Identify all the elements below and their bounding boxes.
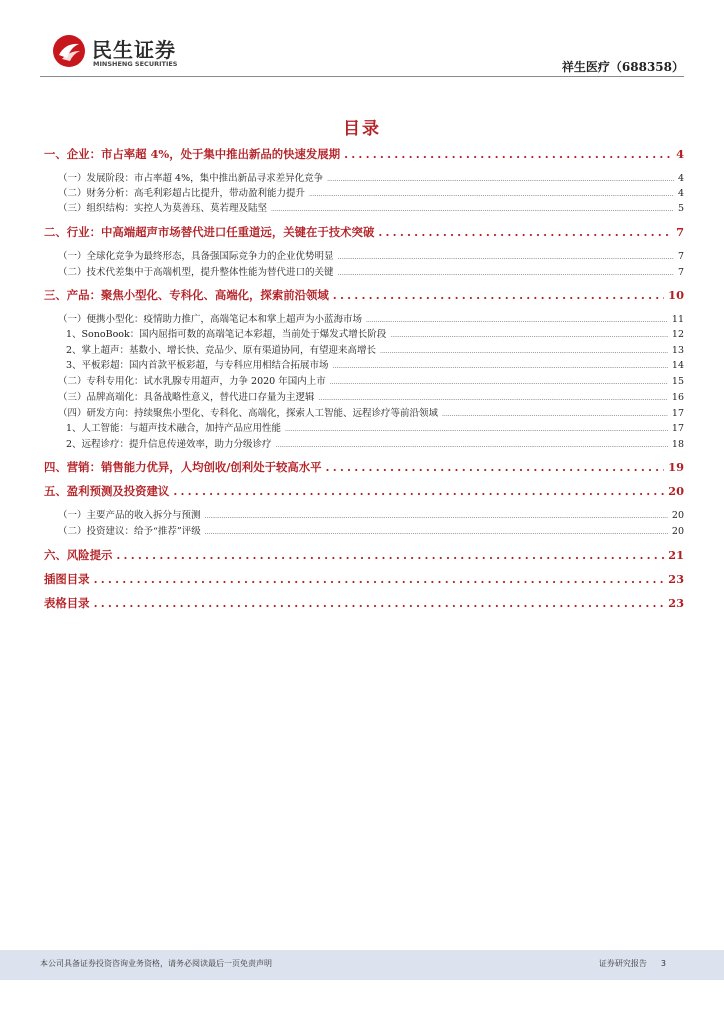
toc-dot-leader xyxy=(94,596,665,610)
toc-entry-level2[interactable] xyxy=(58,523,684,537)
toc-page-number: 20 xyxy=(668,484,684,498)
toc-entry-level2[interactable] xyxy=(58,373,684,387)
minsheng-logo-icon xyxy=(52,34,86,68)
page-number: 3 xyxy=(660,959,666,968)
toc-page-number: 16 xyxy=(671,392,684,403)
toc-title: 目录 xyxy=(343,119,381,139)
toc-entry-text: （三）组织结构：实控人为莫善珏、莫若理及陆坚 xyxy=(58,203,268,214)
toc-page-number: 10 xyxy=(668,288,684,302)
toc-entry-level2[interactable] xyxy=(66,342,684,356)
toc-page-number: 13 xyxy=(671,345,684,356)
toc-entry-text: 三、产品：聚焦小型化、专科化、高端化，探索前沿领域 xyxy=(44,288,329,302)
toc-dot-leader xyxy=(271,206,674,213)
toc-entry-text: （一）发展阶段：市占率超 4%，集中推出新品寻求差异化竞争 xyxy=(58,173,324,184)
toc-entry-text: 六、风险提示 xyxy=(44,548,113,562)
toc-entry-text: （一）主要产品的收入拆分与预测 xyxy=(58,510,201,521)
toc-page-number: 7 xyxy=(677,251,684,262)
toc-dot-leader xyxy=(173,484,664,498)
toc-entry-level1[interactable] xyxy=(44,287,684,303)
toc-dot-leader xyxy=(276,442,668,449)
toc-dot-leader xyxy=(390,332,668,339)
toc-dot-leader xyxy=(344,147,672,161)
toc-entry-level1[interactable] xyxy=(44,595,684,611)
toc-entry-text: 2、远程诊疗：提升信息传递效率，助力分级诊疗 xyxy=(66,439,272,450)
toc-entry-text: （二）专科专用化：试水乳腺专用超声，力争 2020 年国内上市 xyxy=(58,376,326,387)
toc-entry-text: （二）投资建议：给予“推荐”评级 xyxy=(58,526,201,537)
toc-entry-text: 一、企业：市占率超 4%，处于集中推出新品的快速发展期 xyxy=(44,147,341,161)
report-type: 证券研究报告 xyxy=(598,959,647,968)
toc-dot-leader xyxy=(205,529,668,536)
toc-page-number: 4 xyxy=(676,147,684,161)
toc-page-number: 12 xyxy=(671,329,684,340)
toc-page-number: 7 xyxy=(676,225,684,239)
logo-text-en: MINSHENG SECURITIES xyxy=(93,60,178,68)
toc-entry-level2[interactable] xyxy=(58,170,684,184)
toc-entry-text: 3、平板彩超：国内首款平板彩超，与专科应用相结合拓展市场 xyxy=(66,360,329,371)
toc-dot-leader xyxy=(333,288,664,302)
toc-entry-level1[interactable] xyxy=(44,571,684,587)
page-header xyxy=(40,28,684,74)
toc-entry-text: （二）财务分析：高毛利彩超占比提升，带动盈利能力提升 xyxy=(58,188,306,199)
toc-page-number: 14 xyxy=(671,360,684,371)
toc-page-number: 17 xyxy=(671,423,684,434)
toc-entry-level2[interactable] xyxy=(58,311,684,325)
toc-entry-level2[interactable] xyxy=(58,389,684,403)
logo-text-cn: 民生证券 xyxy=(92,38,176,62)
toc-entry-text: 插图目录 xyxy=(44,572,90,586)
toc-entry-text: （三）品牌高端化：具备战略性意义，替代进口存量为主逻辑 xyxy=(58,392,315,403)
toc-page-number: 7 xyxy=(677,267,684,278)
stock-name: 祥生医疗（688358） xyxy=(561,60,684,74)
toc-entry-level2[interactable] xyxy=(66,436,684,450)
toc-dot-leader xyxy=(330,379,668,386)
footer-disclaimer: 本公司具备证券投资咨询业务资格，请务必阅读最后一页免责声明 xyxy=(40,959,272,968)
toc-dot-leader xyxy=(333,363,668,370)
toc-entry-level2[interactable] xyxy=(66,357,684,371)
toc-page-number: 5 xyxy=(677,203,684,214)
toc-entry-level2[interactable] xyxy=(66,326,684,340)
toc-dot-leader xyxy=(116,548,664,562)
toc-dot-leader xyxy=(378,225,672,239)
toc-dot-leader xyxy=(327,176,674,183)
toc-entry-level2[interactable] xyxy=(58,200,684,214)
toc-entry-text: 1、SonoBook：国内屈指可数的高端笔记本彩超，当前处于爆发式增长阶段 xyxy=(66,329,387,340)
toc-page-number: 4 xyxy=(677,173,684,184)
toc-dot-leader xyxy=(366,317,668,324)
toc-entry-level2[interactable] xyxy=(58,507,684,521)
toc-dot-leader xyxy=(309,191,674,198)
toc-dot-leader xyxy=(442,411,668,418)
toc-entry-text: （一）便携小型化：疫情助力推广，高端笔记本和掌上超声为小蓝海市场 xyxy=(58,314,363,325)
toc-page-number: 19 xyxy=(668,460,684,474)
toc-dot-leader xyxy=(285,426,668,433)
toc-entry-level1[interactable] xyxy=(44,483,684,499)
toc-entry-text: 1、人工智能：与超声技术融合，加持产品应用性能 xyxy=(66,423,282,434)
toc-page-number: 15 xyxy=(671,376,684,387)
toc-dot-leader xyxy=(319,395,668,402)
toc-entry-level1[interactable] xyxy=(44,146,684,162)
toc-entry-level2[interactable] xyxy=(66,420,684,434)
toc-page-number: 11 xyxy=(671,314,684,325)
toc-dot-leader xyxy=(380,348,668,355)
toc-page-number: 21 xyxy=(668,548,684,562)
toc-page-number: 4 xyxy=(677,188,684,199)
toc-entry-text: 表格目录 xyxy=(44,596,90,610)
minsheng-logo xyxy=(52,32,252,72)
toc-page-number: 23 xyxy=(668,596,684,610)
toc-entry-level2[interactable] xyxy=(58,248,684,262)
toc-dot-leader xyxy=(326,460,665,474)
toc-entry-level1[interactable] xyxy=(44,459,684,475)
toc-dot-leader xyxy=(94,572,665,586)
toc-entry-level2[interactable] xyxy=(58,264,684,278)
toc-entry-text: （一）全球化竞争为最终形态，具备强国际竞争力的企业优势明显 xyxy=(58,251,334,262)
toc-entry-level1[interactable] xyxy=(44,547,684,563)
toc-page-number: 20 xyxy=(671,510,684,521)
footer-right xyxy=(599,958,666,969)
toc-page-number: 18 xyxy=(671,439,684,450)
toc-entry-level1[interactable] xyxy=(44,224,684,240)
toc-page-number: 17 xyxy=(671,408,684,419)
header-divider xyxy=(40,76,684,77)
toc-entry-level2[interactable] xyxy=(58,185,684,199)
toc-dot-leader xyxy=(338,270,674,277)
toc-entry-text: 2、掌上超声：基数小、增长快、竞品少、原有渠道协同，有望迎来高增长 xyxy=(66,345,377,356)
toc-dot-leader xyxy=(338,254,674,261)
toc-entry-text: 四、营销：销售能力优异，人均创收/创利处于较高水平 xyxy=(44,460,322,474)
toc-page-number: 23 xyxy=(668,572,684,586)
toc-page-number: 20 xyxy=(671,526,684,537)
toc-entry-level2[interactable] xyxy=(58,405,684,419)
toc-dot-leader xyxy=(205,513,668,520)
toc-entry-text: （二）技术代差集中于高端机型，提升整体性能为替代进口的关键 xyxy=(58,267,334,278)
toc-entry-text: 五、盈利预测及投资建议 xyxy=(44,484,170,498)
toc-entry-text: 二、行业：中高端超声市场替代进口任重道远，关键在于技术突破 xyxy=(44,225,375,239)
toc-entry-text: （四）研发方向：持续聚焦小型化、专科化、高端化，探索人工智能、远程诊疗等前沿领域 xyxy=(58,408,439,419)
